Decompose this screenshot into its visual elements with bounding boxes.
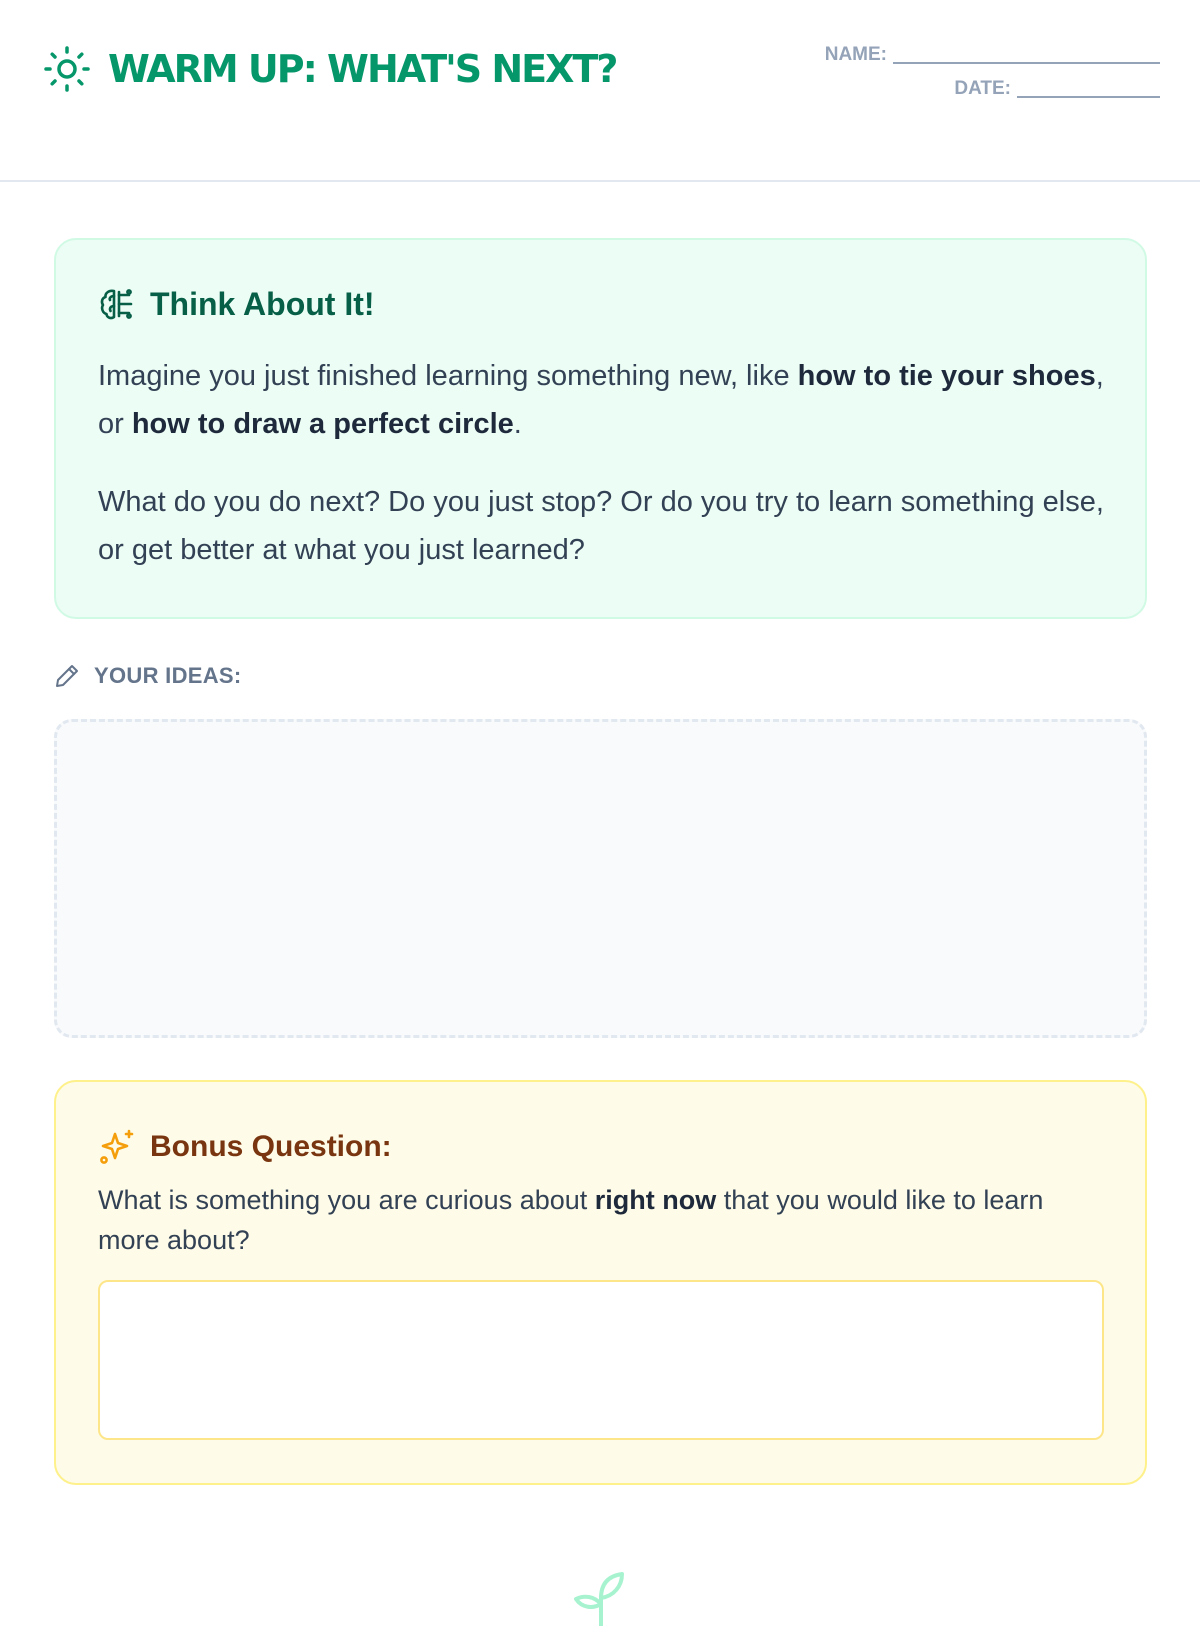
name-label: NAME: [824,44,887,65]
student-meta [800,40,1160,108]
think-paragraph-2: What do you do next? Do you just stop? Or do you try to learn something else, or get better at what you just learned? [98,486,1104,566]
sun-icon [42,44,92,94]
bonus-card [54,1080,1147,1485]
think-text: Imagine you just finished learning something new, like [98,360,798,392]
think-card [54,238,1147,619]
name-field[interactable] [893,61,1160,64]
title-group [42,44,616,94]
worksheet-header [0,0,1200,182]
think-emphasis: how to tie your shoes [797,360,1096,392]
bonus-question [98,1180,1108,1260]
think-text: , or [98,360,1104,440]
ideas-label-group [54,662,242,690]
bonus-emphasis: right now [594,1185,717,1215]
sprout-icon [566,1566,636,1626]
bonus-text: What is something you are curious about [98,1185,595,1215]
think-text: . [513,408,522,440]
bonus-card-header [98,1126,1103,1168]
bonus-answer-box[interactable] [98,1280,1104,1440]
ideas-label: YOUR IDEAS: [94,663,242,688]
date-field[interactable] [1017,95,1160,98]
bonus-text: that you would like to learn more about? [98,1185,1044,1255]
bonus-card-title: Bonus Question: [150,1130,392,1163]
brain-icon [98,286,134,322]
name-row [800,40,1160,66]
think-card-title: Think About It! [150,285,375,322]
sparkles-icon [98,1128,136,1166]
think-emphasis: how to draw a perfect circle [131,408,514,440]
think-paragraph-1 [98,352,1108,448]
ideas-answer-area[interactable] [54,719,1147,1038]
think-card-header [98,284,1103,324]
pencil-icon [54,663,80,689]
date-label: DATE: [954,78,1011,99]
date-row [800,74,1160,100]
page-title: WARM UP: WHAT'S NEXT? [108,47,617,91]
